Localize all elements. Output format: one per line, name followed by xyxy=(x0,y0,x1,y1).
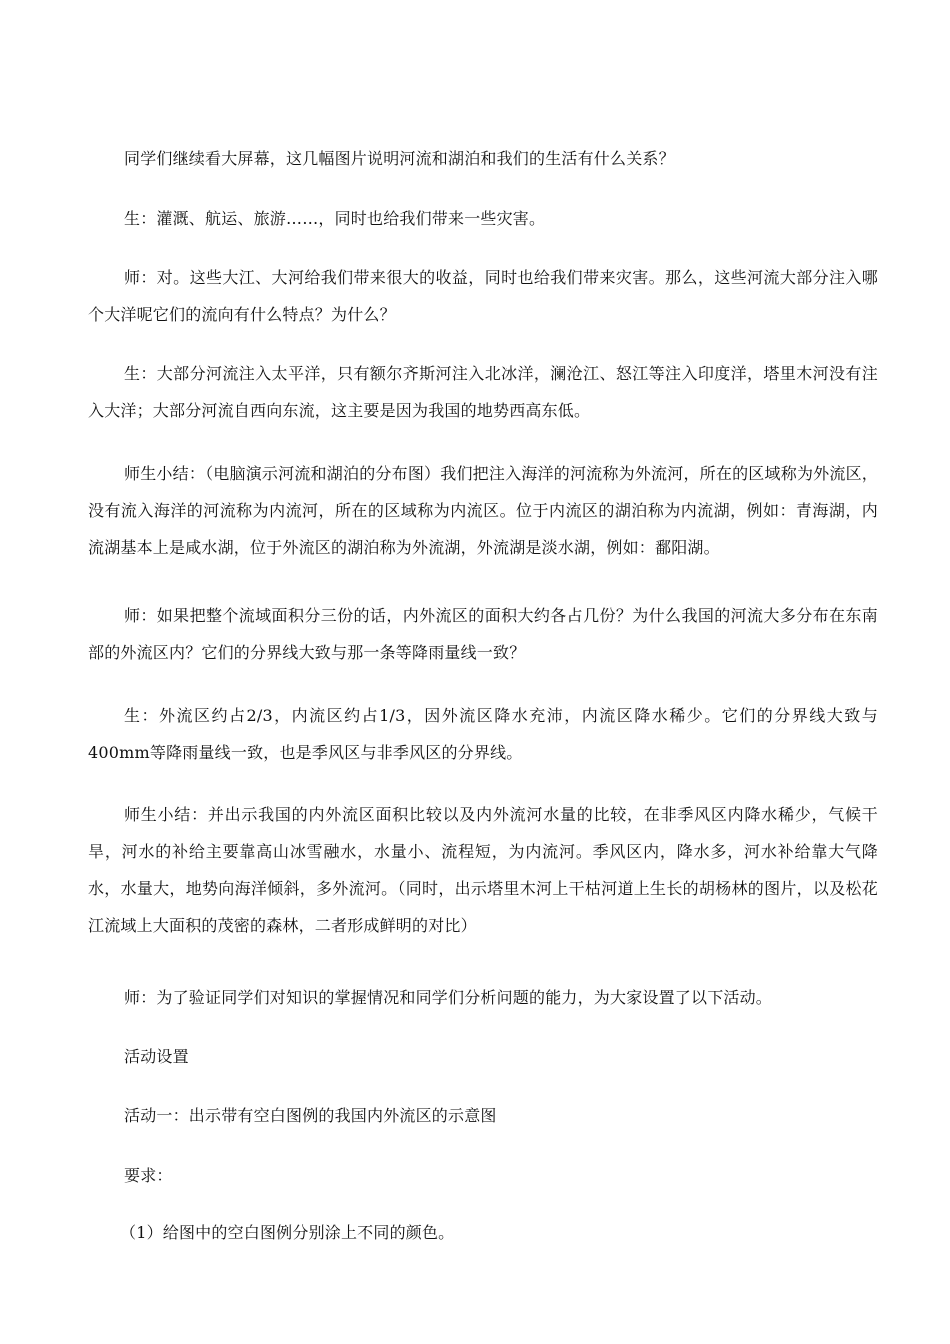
paragraph-teacher-question-2: 师：对。这些大江、大河给我们带来很大的收益，同时也给我们带来灾害。那么，这些河流大部分注入哪个大洋呢它们的流向有什么特点？为什么？ xyxy=(88,268,878,324)
heading-activity-setup: 活动设置 xyxy=(124,1047,189,1066)
paragraph-requirement-1: （1）给图中的空白图例分别涂上不同的颜色。 xyxy=(120,1223,455,1242)
paragraph-teacher-question-3: 师：如果把整个流域面积分三份的话，内外流区的面积大约各占几份？为什么我国的河流大多分布在东南部的外流区内？它们的分界线大致与那一条等降雨量线一致？ xyxy=(88,606,878,662)
paragraph-summary-2: 师生小结：并出示我国的内外流区面积比较以及内外流河水量的比较，在非季风区内降水稀少，气候干旱，河水的补给主要靠高山冰雪融水，水量小、流程短，为内流河。季风区内，降水多，河水补给靠大气降水，水量大，地势向海洋倾斜，多外流河。（同时，出示塔里木河上干枯河道上生长的胡杨林的图片，以及松花江流域上大面积的茂密的森林，二者形成鲜明的对比） xyxy=(88,805,878,935)
paragraph-requirements: 要求： xyxy=(124,1166,173,1185)
paragraph-student-answer-2: 生：大部分河流注入太平洋，只有额尔齐斯河注入北冰洋，澜沧江、怒江等注入印度洋，塔里木河没有注入大洋；大部分河流自西向东流，这主要是因为我国的地势西高东低。 xyxy=(88,364,878,420)
paragraph-activity-one: 活动一：出示带有空白图例的我国内外流区的示意图 xyxy=(124,1106,497,1125)
paragraph-student-answer-3: 生：外流区约占2/3，内流区约占1/3，因外流区降水充沛，内流区降水稀少。它们的分界线大致与400mm等降雨量线一致，也是季风区与非季风区的分界线。 xyxy=(88,706,878,762)
paragraph-intro-question: 同学们继续看大屏幕，这几幅图片说明河流和湖泊和我们的生活有什么关系？ xyxy=(124,149,675,168)
paragraph-student-answer-1: 生：灌溉、航运、旅游……，同时也给我们带来一些灾害。 xyxy=(124,209,546,228)
paragraph-summary-1: 师生小结：（电脑演示河流和湖泊的分布图）我们把注入海洋的河流称为外流河，所在的区域称为外流区，没有流入海洋的河流称为内流河，所在的区域称为内流区。位于内流区的湖泊称为内流湖，例如：青海湖，内流湖基本上是咸水湖，位于外流区的湖泊称为外流湖，外流湖是淡水湖，例如：鄱阳湖。 xyxy=(88,464,878,557)
paragraph-activity-intro: 师：为了验证同学们对知识的掌握情况和同学们分析问题的能力，为大家设置了以下活动。 xyxy=(124,988,773,1007)
